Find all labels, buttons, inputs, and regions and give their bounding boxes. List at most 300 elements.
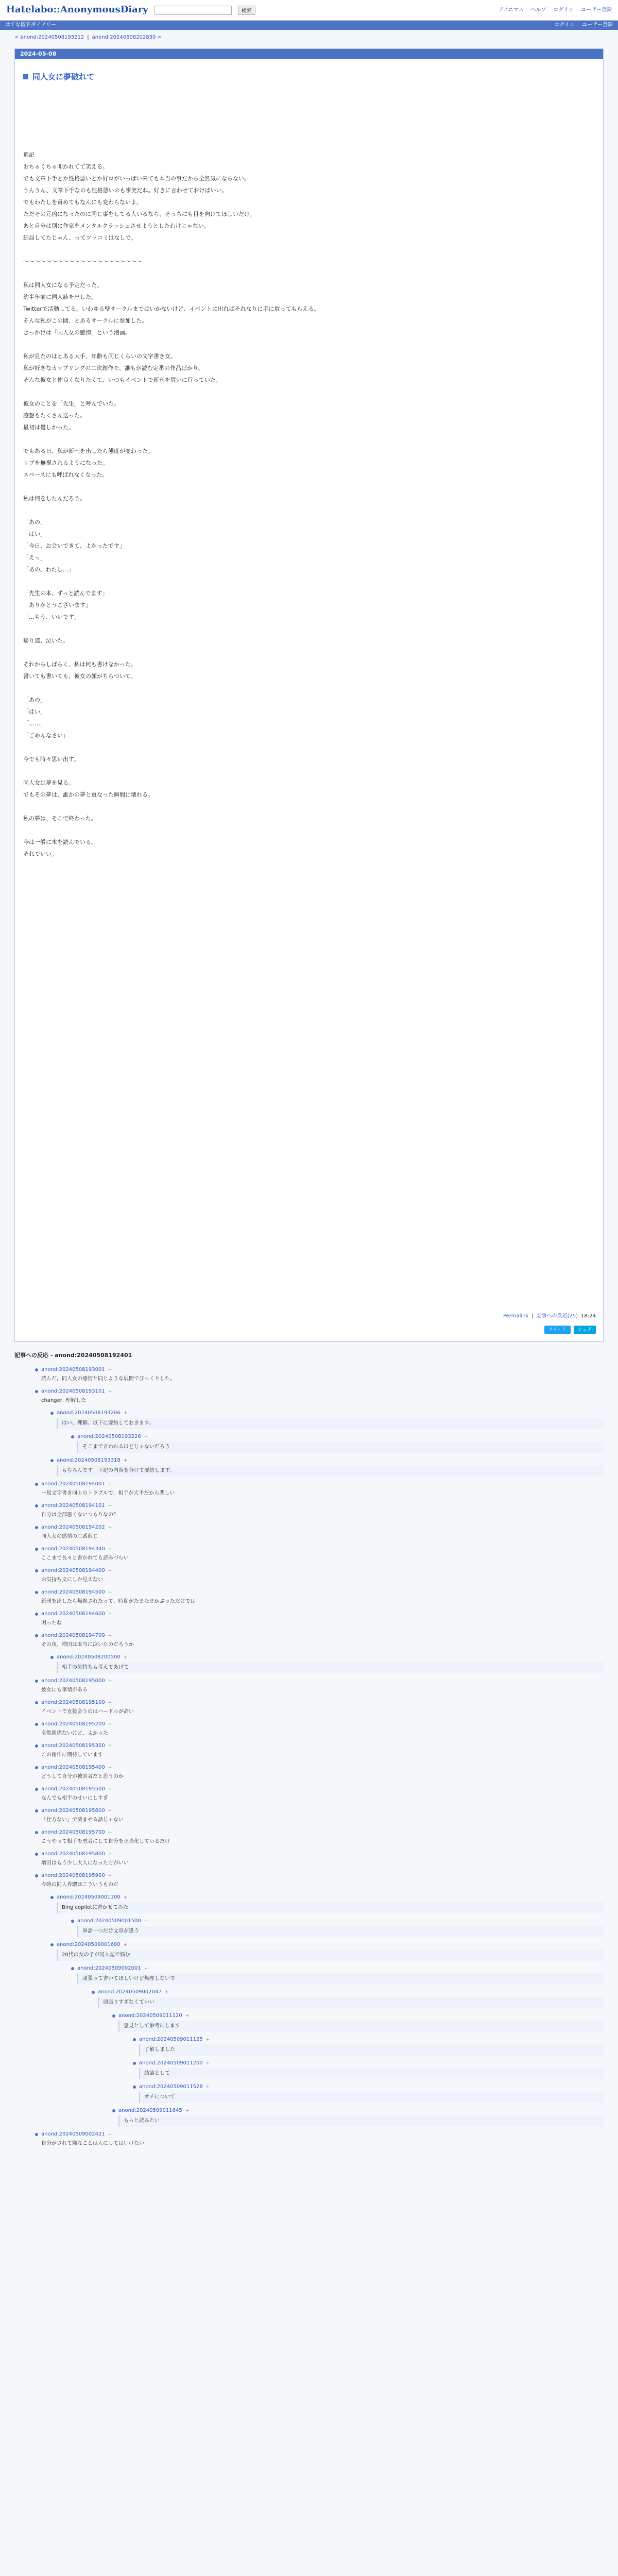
comment-meta bbox=[50, 1456, 604, 1465]
bullet-icon bbox=[112, 2014, 115, 2018]
entry-paragraph: そんな彼女と仲良くなりたくて、いつもイベントで新刊を買いに行っていた。 bbox=[23, 377, 221, 383]
comment-meta bbox=[112, 2106, 604, 2115]
entry-paragraph: でもその夢は、誰かの夢と重なった瞬間に壊れる。 bbox=[23, 791, 153, 798]
entry-paragraph: うんうん、文章下手なのも性格悪いのも事実だね。好きに言わせておけばいい。 bbox=[23, 187, 228, 194]
bullet-icon bbox=[133, 2086, 136, 2089]
bullet-icon bbox=[35, 1569, 38, 1572]
expand-icon[interactable]: + bbox=[185, 2013, 190, 2019]
entry-paragraph bbox=[23, 801, 595, 812]
comment-text: ここまで長々と書かれても読みづらい bbox=[41, 1555, 129, 1561]
bullet-icon bbox=[35, 1831, 38, 1834]
entry-paragraph: 「はい」 bbox=[23, 531, 46, 537]
comment-link[interactable]: anond:20240509011528 bbox=[139, 2084, 203, 2090]
expand-icon[interactable]: + bbox=[144, 1919, 148, 1924]
comment-text: 「仕方ない」で済ませる話じゃない bbox=[41, 1817, 124, 1823]
entry-paragraph: 帰り道、泣いた。 bbox=[23, 637, 68, 644]
entry-paragraph: 結局してたじゃん、ってツッコミはなしで。 bbox=[23, 234, 137, 241]
comment-text: はい、理解。以下に要約しておきます。 bbox=[57, 1418, 604, 1429]
comment-meta bbox=[35, 1588, 604, 1597]
comment-text: 今時の同人界隈はこういうものだ bbox=[41, 1882, 118, 1888]
comment-meta bbox=[35, 1763, 604, 1772]
comment-text: 困ったね bbox=[41, 1620, 62, 1626]
expand-icon[interactable]: + bbox=[108, 1525, 112, 1530]
entry-paragraph: でも文章下手とか性格悪いとか好ロがいっぱい来ても本当の事だから全然気にならない。 bbox=[23, 175, 250, 182]
subbar-home-link[interactable]: はてな匿名ダイアリー bbox=[5, 22, 57, 28]
comment-meta bbox=[35, 1545, 604, 1554]
entry-paragraph: でもわたしを責めてもなんにも変わらないよ。 bbox=[23, 199, 142, 206]
expand-icon[interactable]: + bbox=[108, 1482, 112, 1487]
comment-meta bbox=[71, 1917, 604, 1926]
entry-paragraph: 「えっ」 bbox=[23, 554, 46, 561]
comment-meta bbox=[133, 2035, 604, 2044]
bullet-icon bbox=[35, 1874, 38, 1877]
entry-paragraph bbox=[23, 267, 595, 279]
comment-item bbox=[35, 1588, 604, 1606]
expand-icon[interactable]: + bbox=[108, 1367, 112, 1372]
entry-paragraph: でもある日、私が新刊を出したら態度が変わった。 bbox=[23, 448, 153, 454]
comment-text: オチについて bbox=[139, 2092, 604, 2103]
comment-link[interactable]: anond:20240508194202 bbox=[41, 1524, 105, 1530]
comment-text: 20代の女の子が同人誌で悩む bbox=[57, 1950, 604, 1961]
bullet-icon bbox=[35, 1504, 38, 1507]
entry-box bbox=[14, 48, 604, 1342]
comment-meta bbox=[50, 1653, 604, 1662]
comment-link[interactable]: anond:20240508194700 bbox=[41, 1633, 105, 1638]
comment-meta bbox=[112, 2011, 604, 2021]
comment-link[interactable]: anond:20240508194400 bbox=[41, 1568, 105, 1573]
entry-date: 2024-05-08 bbox=[15, 49, 603, 59]
comment-text: 了解しました bbox=[139, 2044, 604, 2056]
expand-icon[interactable]: + bbox=[205, 2084, 210, 2090]
expand-icon[interactable]: + bbox=[108, 1765, 112, 1770]
comment-link[interactable]: anond:20240508195000 bbox=[41, 1678, 105, 1684]
comments-heading: 記事への反応 - anond:20240508192401 bbox=[14, 1352, 132, 1359]
entry-paragraph: 「……」 bbox=[23, 720, 46, 727]
comment-meta bbox=[35, 1480, 604, 1489]
top-bar bbox=[0, 0, 618, 21]
comment-item bbox=[35, 1763, 604, 1782]
expand-icon[interactable]: + bbox=[108, 1873, 112, 1878]
expand-icon[interactable]: + bbox=[108, 1389, 112, 1394]
comment-link[interactable]: anond:20240508193206 bbox=[57, 1410, 121, 1416]
comment-item bbox=[71, 1964, 604, 1985]
comment-item bbox=[133, 2059, 604, 2079]
comment-link[interactable]: anond:20240509002421 bbox=[41, 2131, 105, 2137]
comment-text: 自分は全部悪くないつもりなの？ bbox=[41, 1512, 118, 1518]
comment-link[interactable]: anond:20240508195100 bbox=[41, 1700, 105, 1705]
comment-item bbox=[50, 1653, 604, 1673]
bullet-icon bbox=[71, 1967, 74, 1970]
entry-paragraph: 感想もたくさん送った。 bbox=[23, 412, 85, 419]
comment-text: 頑張って書いてほしいけど無理しないで bbox=[77, 1973, 604, 1985]
entry-paragraph bbox=[23, 433, 595, 445]
comment-text: 読んだ。同人女の感情と同じような展開でびっくりした。 bbox=[41, 1376, 175, 1382]
bullet-icon bbox=[35, 1701, 38, 1704]
comment-link[interactable]: anond:20240509011125 bbox=[139, 2037, 203, 2042]
comment-text: どうして自分が被害者だと思うのか bbox=[41, 1774, 124, 1780]
site-logo[interactable]: Hatelabo::AnonymousDiary bbox=[6, 4, 148, 15]
tweet-button[interactable]: ツイート bbox=[544, 1326, 571, 1334]
comment-item bbox=[35, 1609, 604, 1628]
comment-item bbox=[35, 1501, 604, 1520]
comment-meta bbox=[50, 1940, 604, 1950]
entry-paragraph: 今でも時々思い出す。 bbox=[23, 756, 80, 762]
entry-paragraph: 「…もう、いいです」 bbox=[23, 614, 80, 620]
comment-text: 結論として bbox=[139, 2068, 604, 2079]
bullet-icon bbox=[35, 1634, 38, 1637]
comment-link[interactable]: anond:20240508195400 bbox=[41, 1765, 105, 1770]
comment-text: 意見として参考にします bbox=[118, 2021, 604, 2032]
entry-paragraph: 「あの」 bbox=[23, 697, 46, 703]
comment-meta bbox=[35, 1785, 604, 1794]
sub-bar bbox=[0, 21, 618, 30]
comment-item bbox=[35, 1676, 604, 1695]
entry-paragraph: 「はい」 bbox=[23, 708, 46, 715]
header-link-login[interactable]: ログイン bbox=[553, 7, 574, 13]
header-link-anonymous[interactable]: アノニマス bbox=[498, 7, 524, 13]
comment-meta bbox=[35, 1698, 604, 1707]
entry-paragraph: 私は何をしたんだろう。 bbox=[23, 495, 85, 502]
comment-text: 自分がされて嫌なことは人にしてはいけない bbox=[41, 2141, 144, 2146]
comment-item bbox=[50, 1940, 604, 1961]
comment-item bbox=[35, 1785, 604, 1803]
expand-icon[interactable]: + bbox=[123, 1895, 128, 1900]
entry-paragraph: きっかけは「同人女の感情」という漫画。 bbox=[23, 329, 131, 336]
expand-icon[interactable]: + bbox=[205, 2061, 210, 2066]
entry-paragraph bbox=[23, 741, 595, 753]
comment-item bbox=[35, 1720, 604, 1738]
entry-paragraph: 書いても書いても、彼女の顔がちらついて。 bbox=[23, 673, 136, 680]
bullet-icon bbox=[35, 1390, 38, 1393]
comment-meta bbox=[35, 1871, 604, 1880]
comment-meta bbox=[50, 1893, 604, 1902]
entry-paragraph: 「あの、わたし…」 bbox=[23, 566, 74, 573]
expand-icon[interactable]: + bbox=[108, 1700, 112, 1705]
comment-meta bbox=[35, 1850, 604, 1859]
comment-link[interactable]: anond:20240509001100 bbox=[57, 1894, 121, 1900]
entry-paragraph: あと自分は別に作家をメンタルクラッシュさせようとしたわけじゃない。 bbox=[23, 223, 210, 229]
expand-icon[interactable]: + bbox=[108, 1722, 112, 1727]
search-input[interactable] bbox=[154, 6, 232, 15]
entry-title bbox=[23, 71, 595, 83]
comment-meta bbox=[35, 1501, 604, 1511]
entry-paragraph: ただその元凶になったのに同じ事をしてる人いるなら、そっちにも目を向けてほしいだけ。 bbox=[23, 211, 255, 217]
comment-meta bbox=[35, 1720, 604, 1729]
entry-paragraph: 「ありがとうございます」 bbox=[23, 602, 91, 608]
entry-paragraph: 「今日、お会いできて、よかったです」 bbox=[23, 543, 125, 549]
comment-item bbox=[35, 1806, 604, 1825]
comment-item bbox=[35, 1523, 604, 1541]
comment-link[interactable]: anond:20240508195500 bbox=[41, 1786, 105, 1792]
comment-item bbox=[35, 1545, 604, 1563]
expand-icon[interactable]: + bbox=[123, 1655, 128, 1660]
expand-icon[interactable]: + bbox=[108, 1503, 112, 1509]
comment-text: イベントで直接会うのはハードルが高い bbox=[41, 1709, 134, 1715]
comment-link[interactable]: anond:20240508195900 bbox=[41, 1873, 105, 1878]
comment-text: もっと読みたい bbox=[118, 2115, 604, 2127]
breadcrumb-separator: | bbox=[87, 35, 89, 40]
comment-link[interactable]: anond:20240509002001 bbox=[77, 1965, 141, 1971]
comment-text: 同人女の感情の二番煎じ bbox=[41, 1534, 98, 1539]
comment-link[interactable]: anond:20240509011120 bbox=[118, 2013, 182, 2019]
comment-link[interactable]: anond:20240508195600 bbox=[41, 1808, 105, 1814]
expand-icon[interactable]: + bbox=[108, 1743, 112, 1749]
entry-paragraph: 約半年前に同人誌を出した。 bbox=[23, 294, 97, 300]
bullet-icon bbox=[71, 1920, 74, 1923]
expand-icon[interactable]: + bbox=[108, 1547, 112, 1552]
entry-paragraph: 追記 bbox=[23, 151, 35, 158]
entry-paragraph bbox=[23, 481, 595, 493]
entry-paragraph bbox=[23, 765, 595, 777]
entry-paragraph bbox=[23, 386, 595, 398]
comment-meta bbox=[35, 1741, 604, 1751]
comment-item bbox=[35, 1741, 604, 1760]
comment-link[interactable]: anond:20240509001600 bbox=[57, 1942, 121, 1947]
bullet-icon bbox=[35, 1744, 38, 1748]
comment-item bbox=[133, 2035, 604, 2056]
comment-text: 全然関係ないけど、よかった bbox=[41, 1731, 108, 1736]
entry-paragraph: リプを無視されるようになった。 bbox=[23, 460, 108, 466]
comment-meta bbox=[35, 1523, 604, 1532]
comment-item bbox=[35, 1387, 604, 1405]
entry-paragraph bbox=[23, 647, 595, 658]
expand-icon[interactable]: + bbox=[108, 1568, 112, 1573]
entry-paragraph: スペースにも呼ばれなくなった。 bbox=[23, 471, 108, 478]
comments-list bbox=[14, 1365, 604, 2148]
entry-body bbox=[23, 149, 595, 860]
bullet-icon bbox=[35, 1368, 38, 1371]
comment-item bbox=[71, 1917, 604, 1937]
expand-icon[interactable]: + bbox=[108, 1679, 112, 1684]
entry-paragraph: 今は一般に本を読んでいる。 bbox=[23, 839, 97, 845]
bullet-icon bbox=[92, 1991, 95, 1994]
comment-text: そこまで言われるほどじゃないだろう bbox=[77, 1442, 604, 1453]
entry-title-link[interactable]: 同人女に夢破れて bbox=[32, 72, 95, 81]
bullet-icon bbox=[71, 1435, 74, 1438]
comment-meta bbox=[35, 1365, 604, 1375]
bullet-icon bbox=[50, 1459, 54, 1462]
comment-link[interactable]: anond:20240508195700 bbox=[41, 1829, 105, 1835]
comment-item bbox=[35, 1828, 604, 1846]
bullet-icon bbox=[50, 1412, 54, 1415]
subbar-register-link[interactable]: ユーザー登録 bbox=[582, 22, 613, 28]
bullet-icon bbox=[35, 1483, 38, 1486]
expand-icon[interactable]: + bbox=[123, 1458, 128, 1463]
header-link-register[interactable]: ユーザー登録 bbox=[581, 7, 612, 13]
comment-item bbox=[35, 1480, 604, 1498]
comment-text: 新刊を出したら無視されたって、時期がたまたまかぶっただけでは bbox=[41, 1599, 196, 1604]
bullet-icon bbox=[35, 1809, 38, 1812]
comment-meta bbox=[35, 1676, 604, 1686]
comment-item bbox=[112, 2106, 604, 2127]
comment-text: 頑張りすぎなくていい bbox=[98, 1997, 604, 2008]
comment-meta bbox=[35, 1828, 604, 1837]
comment-text: こうやって相手を悪者にして自分を正当化しているだけ bbox=[41, 1839, 170, 1844]
entry-paragraph: そんな私がこの間、とあるサークルに参加した。 bbox=[23, 317, 148, 324]
entry-paragraph: 「あの」 bbox=[23, 519, 46, 526]
share-buttons bbox=[544, 1326, 596, 1334]
comment-link[interactable]: anond:20240508195200 bbox=[41, 1721, 105, 1727]
bullet-icon bbox=[35, 1853, 38, 1856]
comment-link[interactable]: anond:20240509002047 bbox=[98, 1989, 162, 1995]
comment-meta bbox=[35, 1387, 604, 1396]
bullet-icon bbox=[50, 1656, 54, 1659]
bullet-icon bbox=[35, 1591, 38, 1594]
bullet-icon bbox=[35, 1548, 38, 1551]
expand-icon[interactable]: + bbox=[123, 1411, 128, 1416]
comment-link[interactable]: anond:20240508193318 bbox=[57, 1458, 121, 1463]
bullet-icon bbox=[35, 2133, 38, 2136]
comment-meta bbox=[35, 1806, 604, 1816]
share-button[interactable]: シェア bbox=[574, 1326, 596, 1334]
entry-paragraph bbox=[23, 682, 595, 694]
comment-text: この創作に期待しています bbox=[41, 1752, 103, 1758]
expand-icon[interactable]: + bbox=[108, 1787, 112, 1792]
entry-paragraph: ～～～～～～～～～～～～～～～～～～～～～ bbox=[23, 258, 142, 265]
bullet-icon bbox=[50, 1896, 54, 1899]
permalink[interactable]: Permalink bbox=[503, 1313, 529, 1319]
expand-icon[interactable]: + bbox=[108, 1830, 112, 1835]
header-link-help[interactable]: ヘルプ bbox=[530, 7, 546, 13]
comment-item bbox=[35, 1850, 604, 1868]
entry-time: 18:24 bbox=[581, 1313, 596, 1319]
comment-link[interactable]: anond:20240508195800 bbox=[41, 1851, 105, 1857]
comment-text: その夜、増田は本当に泣いたのだろうか bbox=[41, 1642, 134, 1648]
expand-icon[interactable]: + bbox=[144, 1434, 148, 1439]
comment-text: なんでも相手のせいにしすぎ bbox=[41, 1795, 108, 1801]
comment-meta bbox=[92, 1988, 604, 1997]
comment-item bbox=[133, 2082, 604, 2103]
comment-link[interactable]: anond:20240508194500 bbox=[41, 1589, 105, 1595]
expand-icon[interactable]: + bbox=[108, 1612, 112, 1617]
comment-link[interactable]: anond:20240508194001 bbox=[41, 1481, 105, 1487]
entry-paragraph: 私は同人女になる予定だった。 bbox=[23, 282, 102, 289]
comment-link[interactable]: anond:20240508200500 bbox=[57, 1654, 121, 1660]
bullet-icon bbox=[133, 2038, 136, 2041]
bullet-icon bbox=[35, 1613, 38, 1616]
expand-icon[interactable]: + bbox=[108, 1808, 112, 1814]
bullet-icon bbox=[133, 2062, 136, 2065]
expand-icon[interactable]: + bbox=[185, 2108, 190, 2113]
bullet-icon bbox=[112, 2109, 115, 2112]
entry-paragraph: 最初は優しかった。 bbox=[23, 424, 74, 431]
comment-item bbox=[50, 1409, 604, 1429]
comment-meta bbox=[35, 1566, 604, 1575]
entry-paragraph: 「ごめんなさい」 bbox=[23, 732, 68, 739]
comment-text: changer, 理解した bbox=[41, 1398, 87, 1403]
comment-text: 彼女にも事情がある bbox=[41, 1687, 88, 1693]
comment-item bbox=[50, 1456, 604, 1477]
search-button[interactable]: 検索 bbox=[238, 6, 255, 15]
comment-text: 一般文字書き同士のトラブルで、相手が大手だから悲しい bbox=[41, 1490, 175, 1496]
comment-link[interactable]: anond:20240508193101 bbox=[41, 1388, 105, 1394]
comment-link[interactable]: anond:20240509011200 bbox=[139, 2060, 203, 2066]
entry-paragraph bbox=[23, 338, 595, 350]
bullet-icon bbox=[35, 1526, 38, 1529]
entry-paragraph: 同人女は夢を見る。 bbox=[23, 779, 74, 786]
entry-paragraph: 私が好きなカップリングの二次創作で、誰もが読む定番の作品ばかり。 bbox=[23, 365, 204, 371]
comment-link[interactable]: anond:20240509011645 bbox=[118, 2108, 182, 2113]
comment-meta bbox=[35, 1609, 604, 1619]
comments-link[interactable]: 記事への反応(25) bbox=[536, 1313, 578, 1319]
next-entry-link[interactable]: anond:20240508202830 > bbox=[92, 35, 162, 40]
prev-entry-link[interactable]: < anond:20240508193212 bbox=[14, 35, 84, 40]
entry-paragraph bbox=[23, 824, 595, 836]
entry-paragraph: 彼女のことを「先生」と呼んでいた。 bbox=[23, 400, 119, 407]
comment-item bbox=[50, 1893, 604, 1913]
comment-item bbox=[71, 1432, 604, 1453]
comment-link[interactable]: anond:20240509001500 bbox=[77, 1918, 141, 1924]
bullet-icon bbox=[35, 1723, 38, 1726]
entry-paragraph: それからしばらく、私は何も書けなかった。 bbox=[23, 661, 136, 668]
entry-footer bbox=[503, 1312, 596, 1320]
entry-paragraph bbox=[23, 623, 595, 635]
comment-meta bbox=[35, 2130, 604, 2139]
footer-separator: | bbox=[531, 1313, 534, 1319]
expand-icon[interactable]: + bbox=[108, 1590, 112, 1595]
breadcrumb bbox=[0, 30, 618, 45]
comment-item bbox=[35, 1698, 604, 1717]
expand-icon[interactable]: + bbox=[144, 1966, 148, 1971]
entry-paragraph bbox=[23, 575, 595, 587]
comment-text: 増田はもう少し大人になった方がいい bbox=[41, 1860, 129, 1866]
comment-item bbox=[35, 1365, 604, 1384]
entry-paragraph bbox=[23, 504, 595, 516]
bullet-icon bbox=[50, 1943, 54, 1946]
comment-meta bbox=[133, 2082, 604, 2092]
expand-icon[interactable]: + bbox=[123, 1942, 128, 1947]
bullet-icon bbox=[35, 1766, 38, 1769]
comment-item bbox=[35, 1871, 604, 1890]
comment-item bbox=[35, 1566, 604, 1585]
subbar-login-link[interactable]: ログイン bbox=[554, 22, 575, 28]
comment-link[interactable]: anond:20240508194600 bbox=[41, 1611, 105, 1617]
entry-paragraph bbox=[23, 244, 595, 256]
expand-icon[interactable]: + bbox=[108, 2132, 112, 2137]
expand-icon[interactable]: + bbox=[108, 1633, 112, 1638]
comment-text: Bing copilotに書かせてみた bbox=[57, 1902, 604, 1913]
entry-paragraph: 私の夢は、そこで終わった。 bbox=[23, 815, 97, 822]
comment-meta bbox=[71, 1432, 604, 1442]
comment-item bbox=[35, 2130, 604, 2148]
comment-text: お気持ち文にしか見えない bbox=[41, 1577, 103, 1583]
comment-meta bbox=[50, 1409, 604, 1418]
entry-paragraph: おちゃくちゃ叩かれてて笑える。 bbox=[23, 163, 108, 170]
entry-paragraph: Twitterで活動してる。いわゆる壁サークルまではいかないけど、イベントに出ればそれなりに手に取ってもらえる。 bbox=[23, 306, 320, 312]
comment-link[interactable]: anond:20240508194101 bbox=[41, 1503, 105, 1509]
comment-item bbox=[112, 2011, 604, 2032]
comment-link[interactable]: anond:20240508193226 bbox=[77, 1434, 141, 1439]
comment-link[interactable]: anond:20240508194340 bbox=[41, 1546, 105, 1552]
comment-text: もちろんです！下記の内容を分けて要約します。 bbox=[57, 1465, 604, 1477]
expand-icon[interactable]: + bbox=[108, 1852, 112, 1857]
expand-icon[interactable]: + bbox=[164, 1990, 169, 1995]
comment-text: 単語一つだけ文章が違う bbox=[77, 1926, 604, 1937]
entry-paragraph: それでいい。 bbox=[23, 851, 57, 857]
comment-text: 相手の気持ちも考えてあげて bbox=[57, 1662, 604, 1673]
comment-link[interactable]: anond:20240508195300 bbox=[41, 1743, 105, 1749]
bullet-icon bbox=[35, 1680, 38, 1683]
comment-link[interactable]: anond:20240508193001 bbox=[41, 1367, 105, 1372]
expand-icon[interactable]: + bbox=[205, 2037, 210, 2042]
header-links bbox=[499, 6, 612, 14]
comment-meta bbox=[133, 2059, 604, 2068]
comment-item bbox=[92, 1988, 604, 2008]
bullet-icon bbox=[35, 1788, 38, 1791]
entry-paragraph: 私が見たのはとある大手、年齢も同じくらいの文字書き女。 bbox=[23, 353, 176, 360]
comment-item bbox=[35, 1631, 604, 1650]
comment-meta bbox=[71, 1964, 604, 1973]
